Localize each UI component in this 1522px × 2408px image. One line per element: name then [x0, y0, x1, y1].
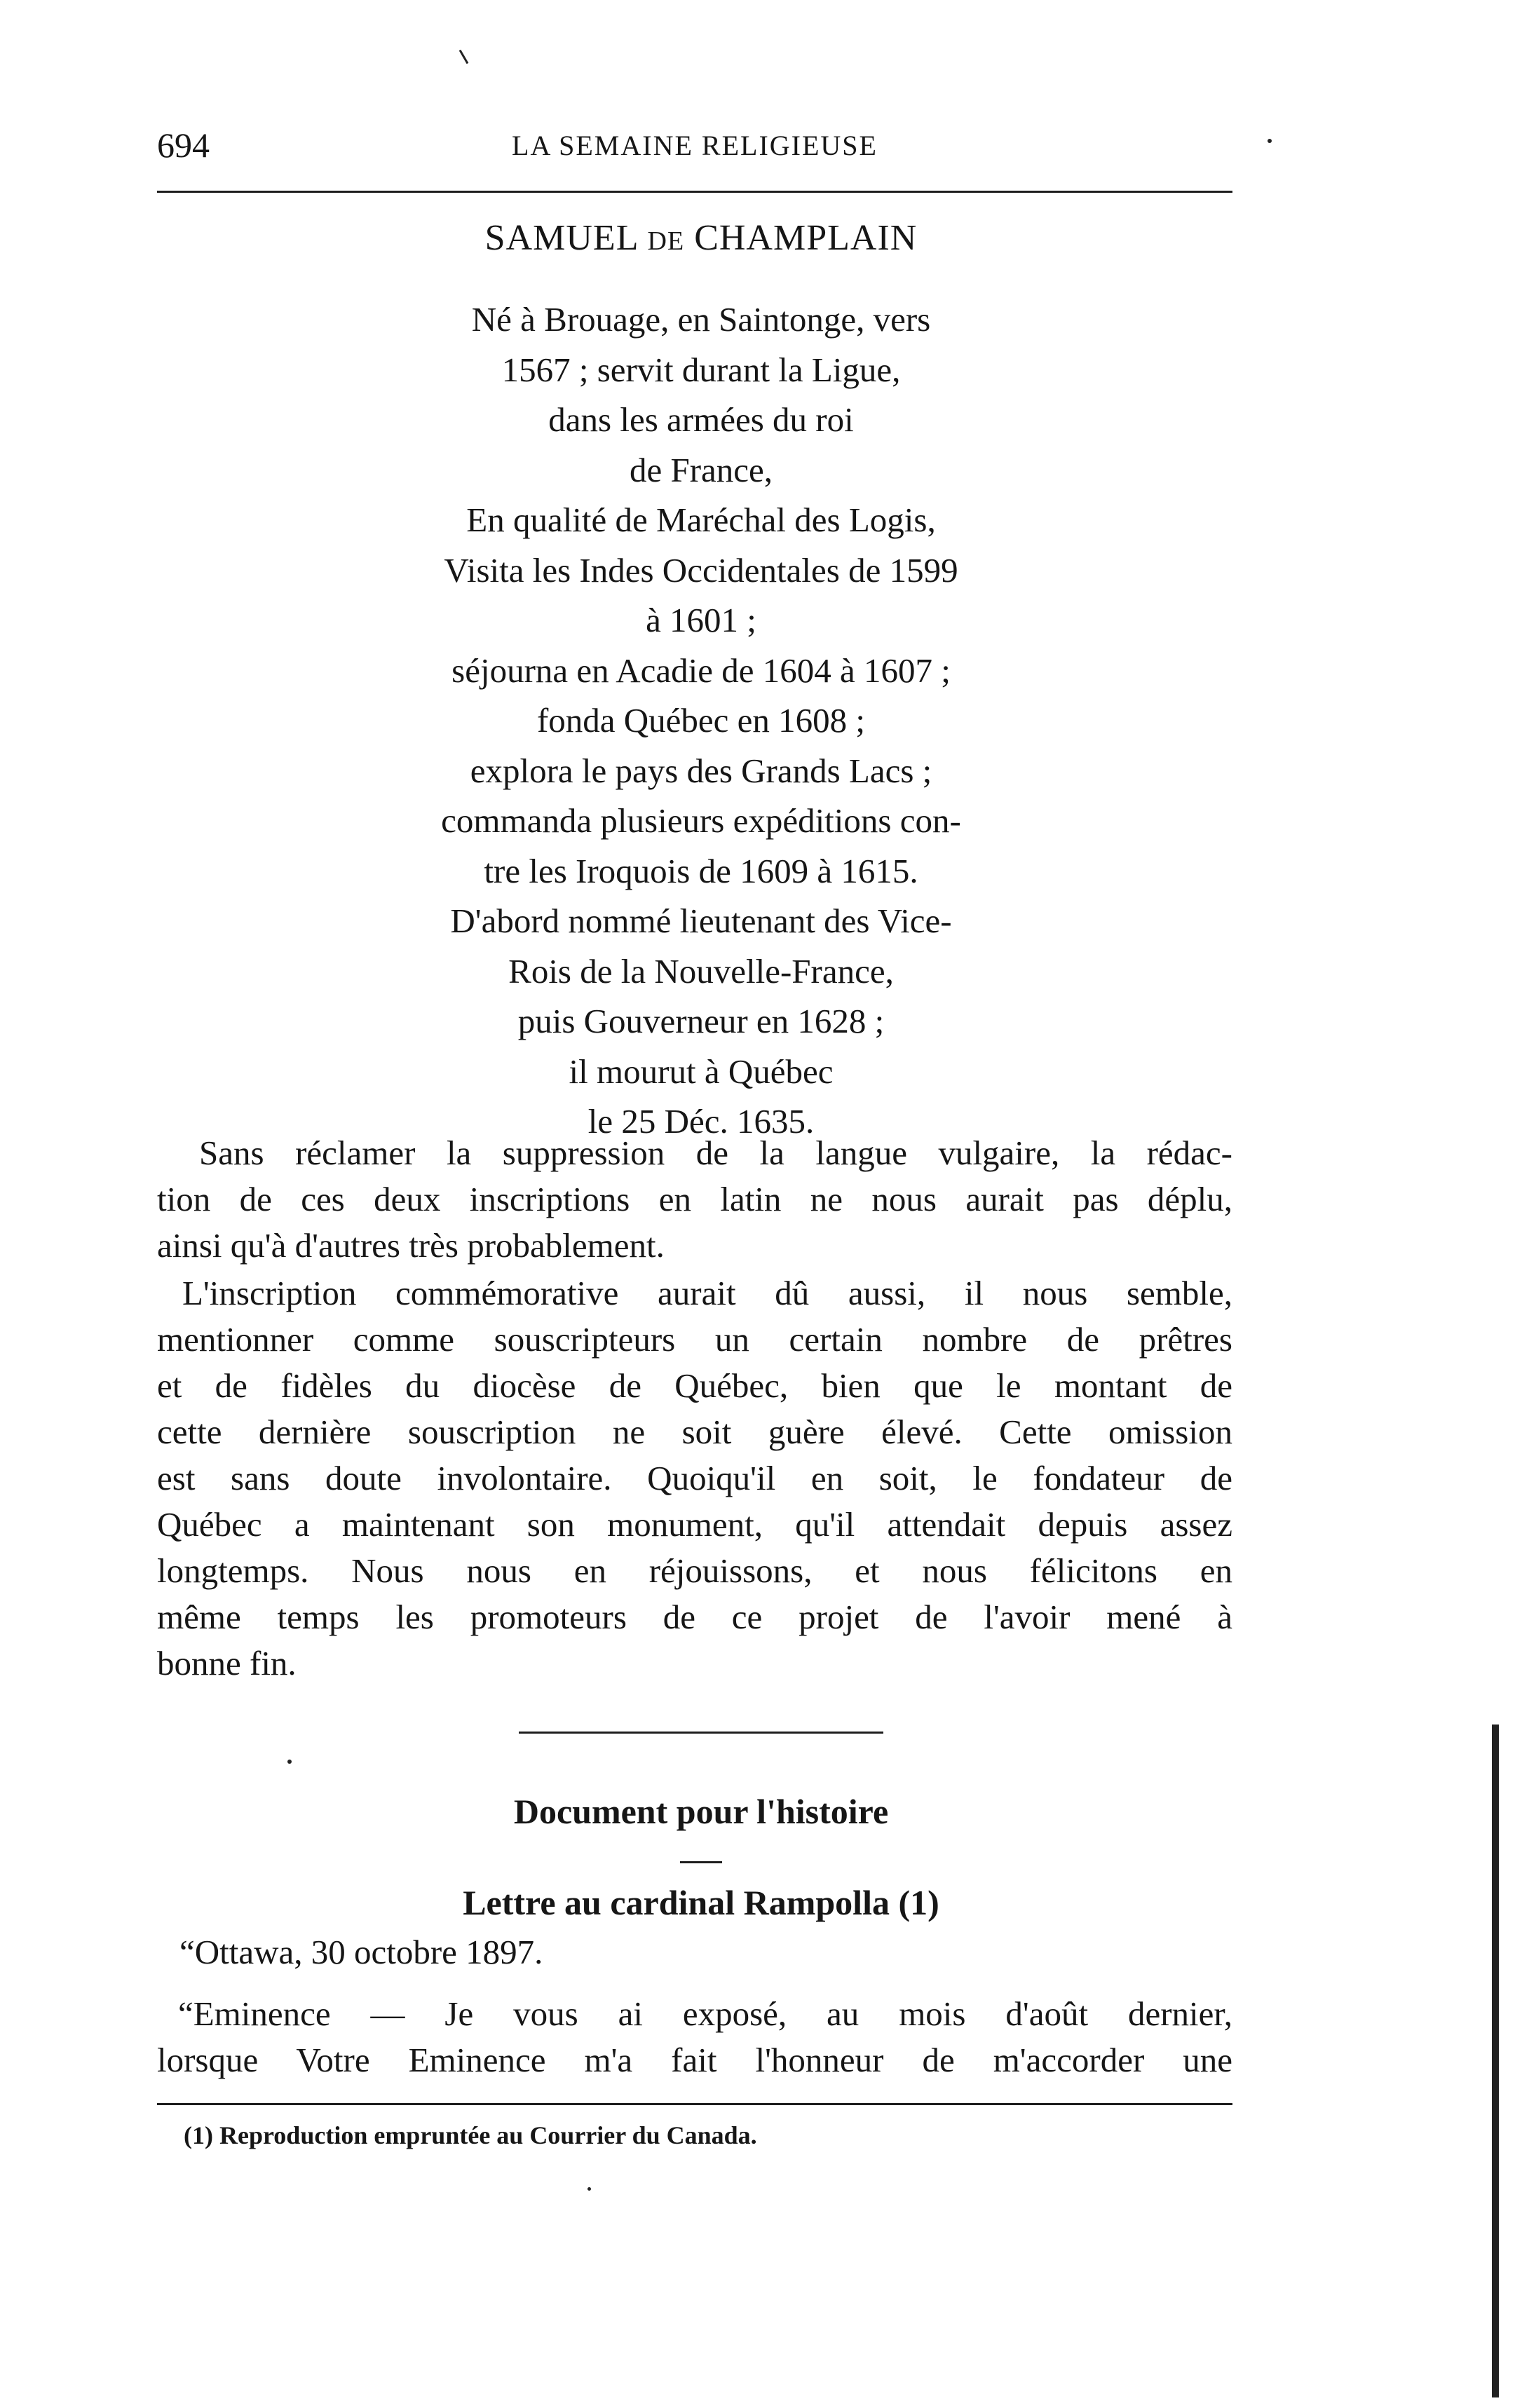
paragraph-commemorative — [157, 1270, 1232, 1687]
text-line: cette dernière souscription ne soit guère élevé. Cette omission — [157, 1413, 1232, 1451]
scan-speck — [459, 50, 469, 64]
text-line: ainsi qu'à d'autres très probablement. — [157, 1226, 665, 1265]
paragraph-latin-remark — [157, 1130, 1232, 1269]
inscription-line: puis Gouverneur en 1628 ; — [517, 1002, 885, 1040]
text-line: lorsque Votre Eminence m'a fait l'honneur de m'accorder une — [157, 2041, 1232, 2079]
inscription-line: explora le pays des Grands Lacs ; — [470, 751, 932, 790]
inscription-line: le 25 Déc. 1635. — [587, 1102, 815, 1141]
inscription-line: il mourut à Québec — [569, 1052, 834, 1091]
letter-heading: Lettre au cardinal Rampolla (1) — [463, 1883, 939, 1922]
section-divider — [519, 1732, 883, 1734]
footnote: (1) Reproduction empruntée au Courrier du Canada. — [184, 2121, 757, 2149]
letter-body — [157, 1991, 1232, 2083]
text-line: et de fidèles du diocèse de Québec, bien que le montant de — [157, 1366, 1232, 1405]
inscription-line: En qualité de Maréchal des Logis, — [466, 501, 936, 539]
inscription-text — [280, 294, 1122, 1147]
letter-dateline — [179, 1929, 881, 1975]
text-line: mentionner comme souscripteurs un certain nombre de prêtres — [157, 1320, 1232, 1359]
text-line: “Ottawa, 30 octobre 1897. — [179, 1933, 543, 1971]
inscription-line: Visita les Indes Occidentales de 1599 — [444, 550, 958, 590]
text-line: Québec a maintenant son monument, qu'il attendait depuis assez — [157, 1505, 1232, 1544]
inscription-line: à 1601 ; — [646, 601, 756, 639]
scan-speck — [287, 1760, 292, 1764]
inscription-line: tre les Iroquois de 1609 à 1615. — [484, 851, 918, 890]
running-header — [157, 125, 1232, 174]
text-line: “Eminence — Je vous ai exposé, au mois d'août dernier, — [178, 1994, 1232, 2033]
inscription-line: D'abord nommé lieutenant des Vice- — [450, 902, 952, 940]
inscription-line: Né à Brouage, en Saintonge, vers — [471, 300, 931, 339]
text-line: tion de ces deux inscriptions en latin ne nous aurait pas déplu, — [157, 1180, 1232, 1218]
text-line: bonne fin. — [157, 1644, 297, 1682]
section-heading: Document pour l'histoire — [513, 1792, 889, 1831]
inscription-line: commanda plusieurs expéditions con- — [441, 801, 961, 840]
short-dash-rule — [680, 1861, 722, 1863]
text-line: est sans doute involontaire. Quoiqu'il en soit, le fondateur de — [157, 1459, 1232, 1497]
header-rule — [157, 191, 1232, 193]
inscription-line: fonda Québec en 1608 ; — [536, 701, 866, 740]
inscription-title: SAMUEL DE CHAMPLAIN — [484, 218, 918, 258]
journal-title: LA SEMAINE RELIGIEUSE — [512, 130, 878, 161]
text-line: Sans réclamer la suppression de la langue vulgaire, la rédac- — [199, 1134, 1232, 1172]
text-line: longtemps. Nous nous en réjouissons, et nous félicitons en — [157, 1551, 1232, 1590]
footnote-rule — [157, 2103, 1232, 2105]
inscription-line: de France, — [629, 450, 773, 489]
inscription-line: Rois de la Nouvelle-France, — [508, 951, 894, 991]
text-line: L'inscription commémorative aurait dû aussi, il nous semble, — [182, 1274, 1232, 1312]
inscription-line: séjourna en Acadie de 1604 à 1607 ; — [451, 651, 951, 690]
page-number: 694 — [157, 125, 210, 165]
inscription-line: 1567 ; servit durant la Ligue, — [501, 350, 901, 389]
inscription-line: dans les armées du roi — [548, 400, 854, 439]
scan-edge-mark — [1492, 1725, 1499, 2397]
scan-speck — [587, 2187, 591, 2191]
scan-speck — [1268, 139, 1272, 143]
text-line: même temps les promoteurs de ce projet de l'avoir mené à — [157, 1598, 1232, 1636]
